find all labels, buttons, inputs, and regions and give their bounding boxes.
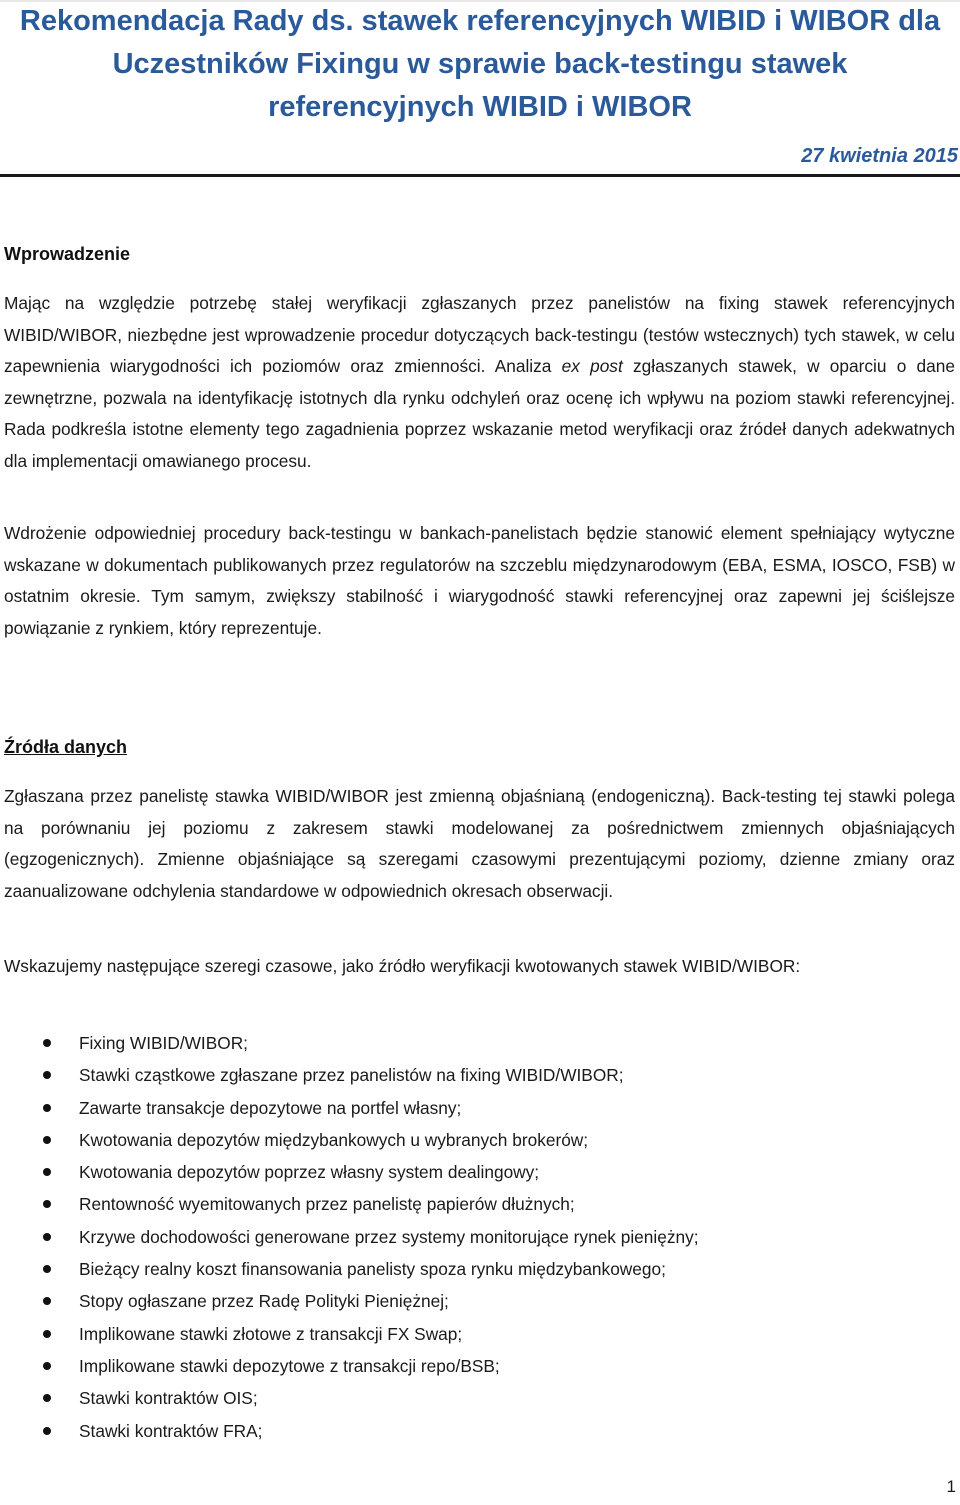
list-item-text: Stopy ogłaszane przez Radę Polityki Pieniężnej;	[79, 1291, 449, 1312]
intro-paragraph-2: Wdrożenie odpowiedniej procedury back-testingu w bankach-panelistach będzie stanowić element spełniający wytyczne wskazane w dokumentach publikowanych przez regulatorów na szczeblu międzynarodowym (EBA, ESMA, IOSCO, FSB) w ostatnim okresie. Tym samym, zwiększy stabilność i wiarygodność stawki referencyjnej oraz zapewni jej ściślejsze powiązanie z rynkiem, który reprezentuje.	[4, 523, 955, 638]
intro-p1-text-b: zgłaszanych stawek, w oparciu o dane zewnętrzne, pozwala na identyfikację istotnych dla rynku odchyleń oraz ocenę ich wpływu na poziom stawki referencyjnej. Rada podkreśla istotne elementy tego zagadnienia poprzez wskazanie metod weryfikacji oraz źródeł danych adekwatnych dla implementacji omawianego procesu.	[4, 356, 955, 471]
list-item-text: Kwotowania depozytów międzybankowych u wybranych brokerów;	[79, 1129, 589, 1150]
bullet-icon	[43, 1168, 51, 1176]
list-item	[4, 1350, 955, 1382]
list-item-text: Rentowność wyemitowanych przez panelistę papierów dłużnych;	[79, 1194, 575, 1215]
bullet-icon	[43, 1362, 51, 1370]
bullet-icon	[43, 1297, 51, 1305]
list-item-text: Kwotowania depozytów poprzez własny system dealingowy;	[79, 1162, 540, 1183]
title-divider	[0, 174, 960, 177]
list-item	[4, 1124, 955, 1156]
list-item-text: Implikowane stawki depozytowe z transakcji repo/BSB;	[79, 1355, 500, 1376]
list-item	[4, 1285, 955, 1317]
list-item-text: Stawki kontraktów FRA;	[79, 1420, 263, 1441]
bullet-icon	[43, 1104, 51, 1112]
bullet-icon	[43, 1136, 51, 1144]
sources-paragraph-2: Wskazujemy następujące szeregi czasowe, jako źródło weryfikacji kwotowanych stawek WIBID/WIBOR:	[4, 956, 801, 976]
intro-paragraph-1	[4, 288, 955, 477]
document-date: 27 kwietnia 2015	[801, 145, 958, 167]
list-item	[4, 1188, 955, 1220]
list-item-text: Zawarte transakcje depozytowe na portfel własny;	[79, 1097, 462, 1118]
title-line-2: Uczestników Fixingu w sprawie back-testingu stawek	[112, 48, 848, 80]
bullet-icon	[43, 1427, 51, 1435]
sources-paragraph-1: Zgłaszana przez panelistę stawka WIBID/WIBOR jest zmienną objaśnianą (endogeniczną). Back-testing tej stawki polega na porównaniu jej poziomu z zakresem stawki modelowanej za pośrednictwem zmiennych objaśniających (egzogenicznych). Zmienne objaśniające są szeregami czasowymi prezentującymi poziomy, dzienne zmiany oraz zaanualizowane odchylenia standardowe w odpowiednich okresach obserwacji.	[4, 786, 955, 901]
intro-p1-text-a: Mając na względzie potrzebę stałej weryfikacji zgłaszanych przez panelistów na fixing stawek referencyjnych WIBID/WIBOR, niezbędne jest wprowadzenie procedur dotyczących back-testingu (testów wstecznych) tych stawek, w celu zapewnienia wiarygodności ich poziomów oraz zmienności. Analiza	[4, 293, 955, 376]
page-number: 1	[946, 1477, 956, 1496]
list-item-text: Krzywe dochodowości generowane przez systemy monitorujące rynek pieniężny;	[79, 1226, 699, 1247]
intro-p1-emphasis: ex post	[561, 356, 623, 376]
list-item	[4, 1156, 955, 1188]
list-item	[4, 1027, 955, 1059]
list-item-text: Stawki kontraktów OIS;	[79, 1388, 258, 1409]
title-line-1: Rekomendacja Rady ds. stawek referencyjnych WIBID i WIBOR dla	[19, 5, 941, 37]
bullet-icon	[43, 1394, 51, 1402]
document-title	[0, 0, 960, 129]
bullet-icon	[43, 1330, 51, 1338]
time-series-list	[4, 1027, 955, 1447]
list-item	[4, 1221, 955, 1253]
section-heading-intro: Wprowadzenie	[4, 244, 131, 264]
list-item-text: Fixing WIBID/WIBOR;	[79, 1033, 248, 1053]
list-item	[4, 1253, 955, 1285]
list-item-text: Stawki cząstkowe zgłaszane przez panelistów na fixing WIBID/WIBOR;	[79, 1065, 624, 1086]
list-item	[4, 1415, 955, 1447]
bullet-icon	[43, 1200, 51, 1208]
section-heading-sources: Źródła danych	[4, 737, 128, 757]
bullet-icon	[43, 1233, 51, 1241]
list-item	[4, 1318, 955, 1350]
bullet-icon	[43, 1039, 51, 1047]
list-item-text: Bieżący realny koszt finansowania panelisty spoza rynku międzybankowego;	[79, 1259, 666, 1280]
title-line-3: referencyjnych WIBID i WIBOR	[268, 91, 692, 123]
list-item	[4, 1092, 955, 1124]
bullet-icon	[43, 1265, 51, 1273]
list-item-text: Implikowane stawki złotowe z transakcji FX Swap;	[79, 1323, 463, 1344]
list-item	[4, 1059, 955, 1091]
bullet-icon	[43, 1071, 51, 1079]
list-item	[4, 1382, 955, 1414]
